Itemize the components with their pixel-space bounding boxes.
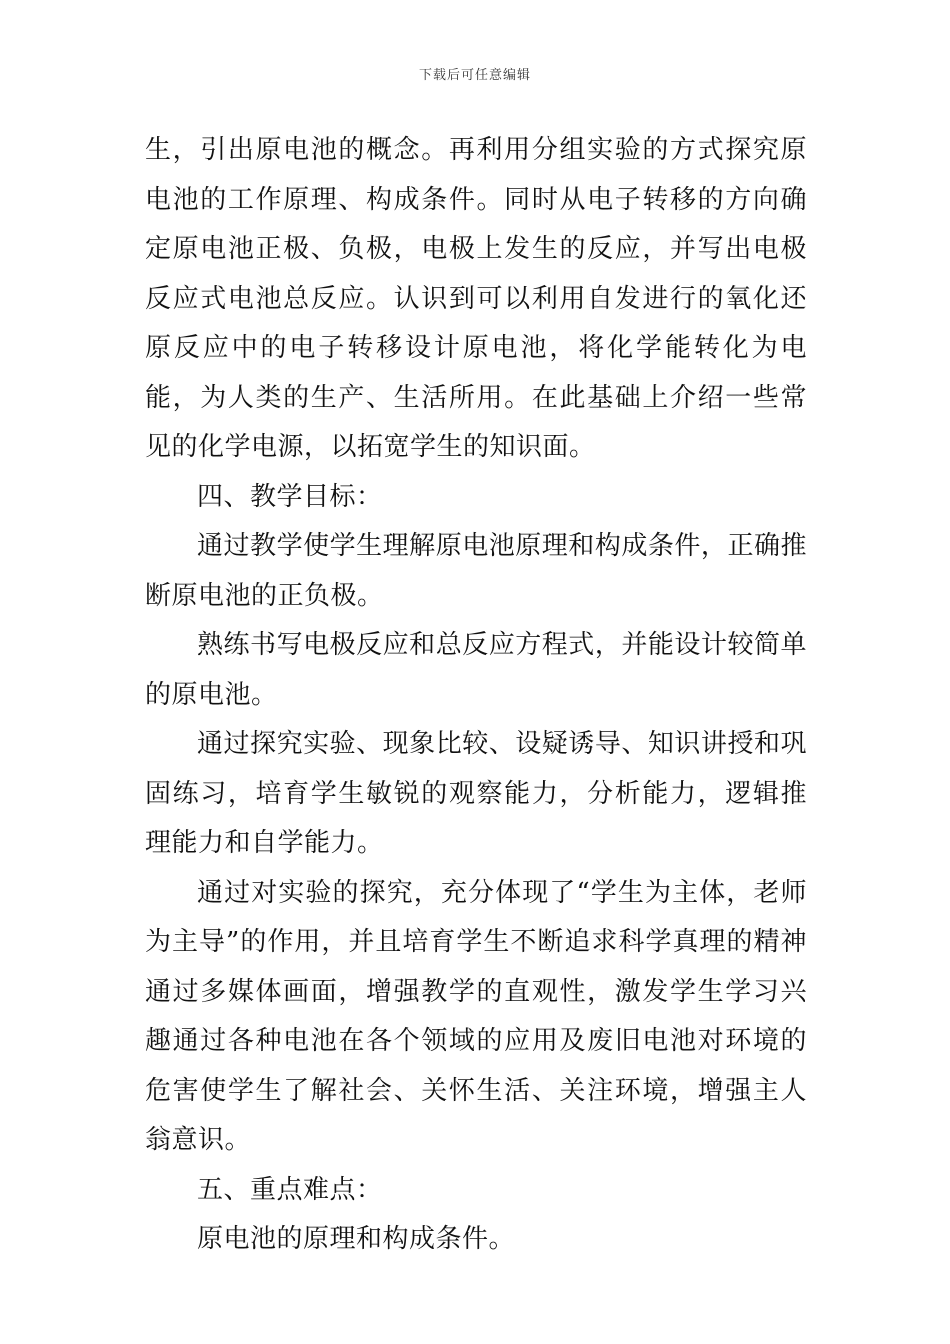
paragraph-objective-1: 通过教学使学生理解原电池原理和构成条件，正确推断原电池的正负极。: [145, 531, 807, 611]
paragraph-objective-3: 通过探究实验、现象比较、设疑诱导、知识讲授和巩固练习，培育学生敏锐的观察能力，分析能力，逻辑推理能力和自学能力。: [145, 729, 807, 858]
paragraph-objective-2: 熟练书写电极反应和总反应方程式，并能设计较简单的原电池。: [145, 630, 807, 710]
paragraph-key-point-1: 原电池的原理和构成条件。: [197, 1224, 516, 1254]
document-body: [145, 126, 807, 1265]
section-heading-key-points: 五、重点难点：: [197, 1174, 383, 1205]
paragraph-objective-4: 通过对实验的探究，充分体现了“学生为主体，老师为主导”的作用，并且培育学生不断追求科学真理的精神通过多媒体画面，增强教学的直观性，激发学生学习兴趣通过各种电池在各个领域的应用及废旧电池对环境的危害使学生了解社会、关怀生活、关注环境，增强主人翁意识。: [145, 877, 807, 1155]
page-header-note: 下载后可任意编辑: [418, 68, 531, 83]
section-heading-teaching-objectives: 四、教学目标：: [197, 481, 383, 512]
paragraph-intro-continuation: 生，引出原电池的概念。再利用分组实验的方式探究原电池的工作原理、构成条件。同时从电子转移的方向确定原电池正极、负极，电极上发生的反应，并写出电极反应式电池总反应。认识到可以利用自发进行的氧化还原反应中的电子转移设计原电池，将化学能转化为电能，为人类的生产、生活所用。在此基础上介绍一些常见的化学电源，以拓宽学生的知识面。: [145, 135, 807, 462]
